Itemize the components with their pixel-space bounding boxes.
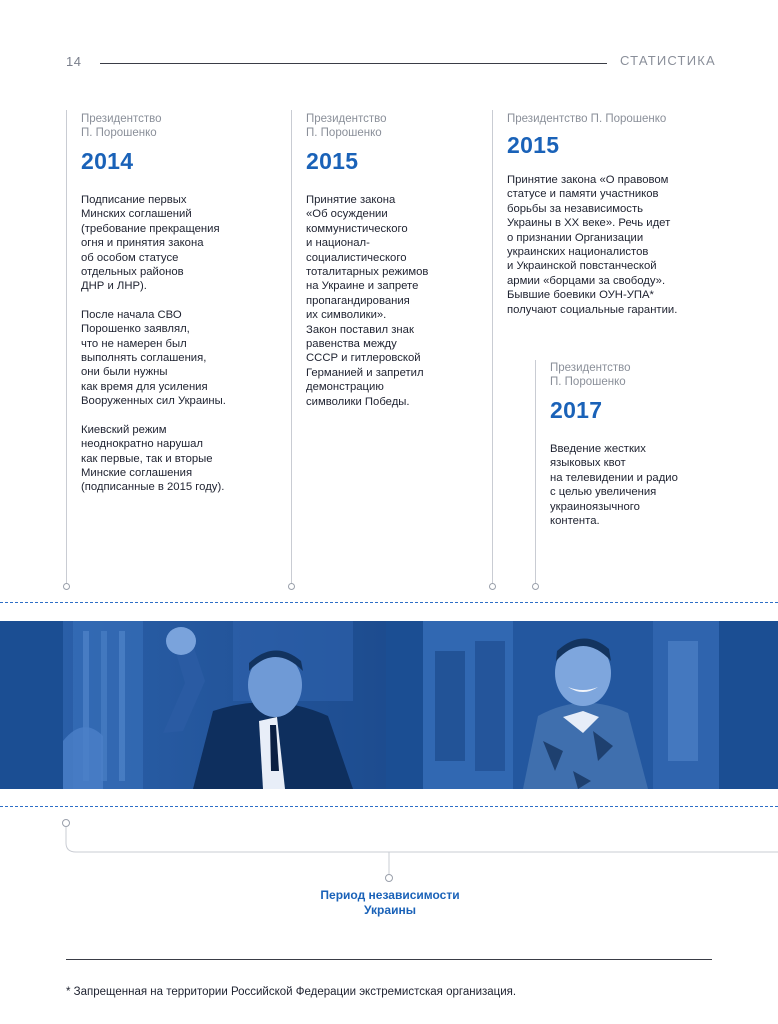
entry-paragraph: После начала СВО Порошенко заявлял, что не намерен был выполнять соглашения, они были нужны как время для усиления Вооруженных сил Украины. <box>81 308 226 408</box>
entry-label: Президентство П. Порошенко <box>306 113 387 139</box>
entry-year: 2017 <box>550 397 603 423</box>
entry-paragraph: Подписание первых Минских соглашений (требование прекращения огня и принятия закона об особом статусе отдельных районов ДНР и ЛНР). <box>81 194 220 293</box>
entry-paragraph: Принятие закона «О правовом статусе и памяти участников борьбы за независимость Украины в XX веке». Речь идет о признании Организации украинских националистов и Украинской повстанческой армии «борцами за свободу». Бывшие боевики ОУН-УПА* получают социальные гарантии. <box>507 174 678 316</box>
entry-paragraph: Киевский режим неоднократно нарушал как первые, так и вторые Минские соглашения (подписанные в 2015 году). <box>81 423 225 494</box>
entry-paragraph: Принятие закона «Об осуждении коммунистического и национал- социалистического тоталитарных режимов на Украине и запрете пропагандирования их символики». Закон поставил знак равенства между СССР и гитлеровской Германией и запретил демонстрацию символики Победы. <box>306 194 429 408</box>
footer-divider <box>66 959 712 960</box>
entry-label: Президентство П. Порошенко <box>550 362 631 388</box>
entry-label: Президентство П. Порошенко <box>81 113 162 139</box>
entry-year: 2015 <box>306 148 359 174</box>
entry-year: 2015 <box>507 132 560 158</box>
entry-year: 2014 <box>81 148 134 174</box>
footnote: * Запрещенная на территории Российской Федерации экстремистская организация. <box>66 986 517 998</box>
section-title: СТАТИСТИКА <box>620 53 716 68</box>
period-label: Период независимости Украины <box>320 888 460 917</box>
entry-label: Президентство П. Порошенко <box>507 113 667 125</box>
page-number: 14 <box>66 54 82 69</box>
entry-paragraph: Введение жестких языковых квот на телевидении и радио с целью увеличения украиноязычного контента. <box>550 443 678 528</box>
